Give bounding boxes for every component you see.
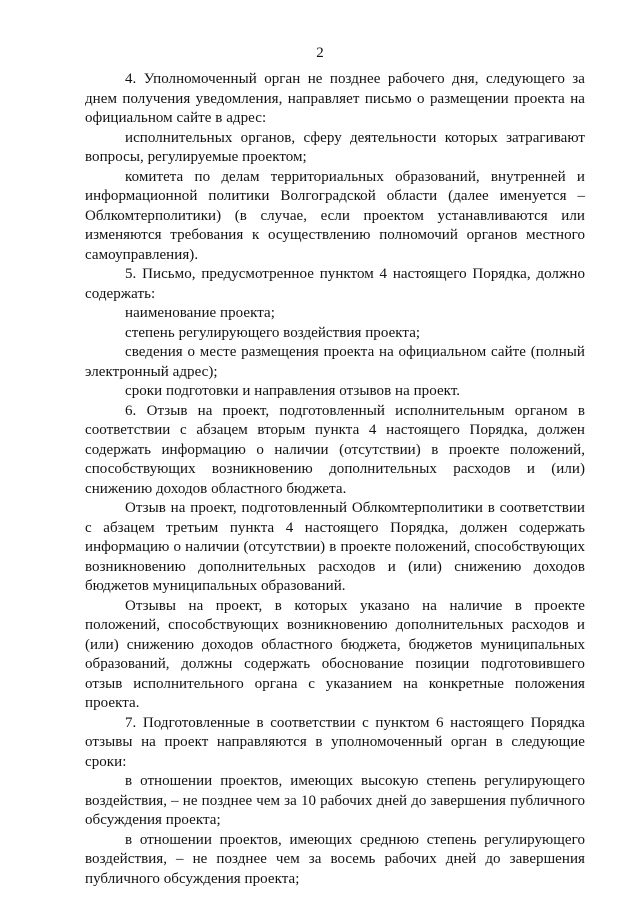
paragraph-item-5-header: 5. Письмо, предусмотренное пунктом 4 настоящего Порядка, должно содержать: xyxy=(85,266,585,302)
paragraph-item-5-location: сведения о месте размещения проекта на официальном сайте (полный электронный адрес); xyxy=(85,344,585,380)
paragraph-item-5-degree: степень регулирующего воздействия проекта; xyxy=(125,324,421,341)
paragraph-item-7-header: 7. Подготовленные в соответствии с пунктом 6 настоящего Порядка отзывы на проект направляются в уполномоченный орган в следующие сроки: xyxy=(85,714,585,770)
paragraph-item-4-executive-bodies: исполнительных органов, сферу деятельности которых затрагивают вопросы, регулируемые проектом; xyxy=(85,129,585,165)
paragraph-item-6-committee-review: Отзыв на проект, подготовленный Облкомтерполитики в соответствии с абзацем третьим пункта 4 настоящего Порядка, должен содержать информацию о наличии (отсутствии) в проекте положений, способствующих возникновению дополнительных расходов и (или) снижению доходов бюджетов муниципальных образований. xyxy=(85,500,585,594)
paragraph-item-5-deadlines: сроки подготовки и направления отзывов на проект. xyxy=(125,383,461,399)
page-number: 2 xyxy=(316,45,324,61)
paragraph-item-7-high-impact: в отношении проектов, имеющих высокую степень регулирующего воздействия, – не позднее чем за 10 рабочих дней до завершения публичного обсуждения проекта; xyxy=(85,773,585,828)
paragraph-item-6-executive-review: 6. Отзыв на проект, подготовленный исполнительным органом в соответствии с абзацем вторым пункта 4 настоящего Порядка, должен содержать информацию о наличии (отсутствии) в проекте положений, способствующих возникновению дополнительных расходов и (или) снижению доходов областного бюджета. xyxy=(85,402,585,497)
paragraph-item-4-committee: комитета по делам территориальных образований, внутренней и информационной политики Волгоградской области (далее именуется – Облкомтерполитики) (в случае, если проектом устанавливаются или изменяются требования к осуществлению полномочий органов местного самоуправления). xyxy=(85,168,585,263)
paragraph-item-4-header: 4. Уполномоченный орган не позднее рабочего дня, следующего за днем получения уведомления, направляет письмо о размещении проекта на официальном сайте в адрес: xyxy=(85,71,585,126)
paragraph-item-5-name: наименование проекта; xyxy=(125,305,275,321)
paragraph-item-6-justification: Отзывы на проект, в которых указано на наличие в проекте положений, способствующих возникновению дополнительных расходов и (или) снижению доходов областного бюджета, бюджетов муниципальных образований, должны содержать обоснование позиции подготовившего отзыв исполнительного органа с указанием на конкретные положения проекта. xyxy=(85,597,585,711)
document-body xyxy=(85,70,585,889)
paragraph-item-7-medium-impact: в отношении проектов, имеющих среднюю степень регулирующего воздействия, – не позднее чем за восемь рабочих дней до завершения публичного обсуждения проекта; xyxy=(85,831,585,887)
